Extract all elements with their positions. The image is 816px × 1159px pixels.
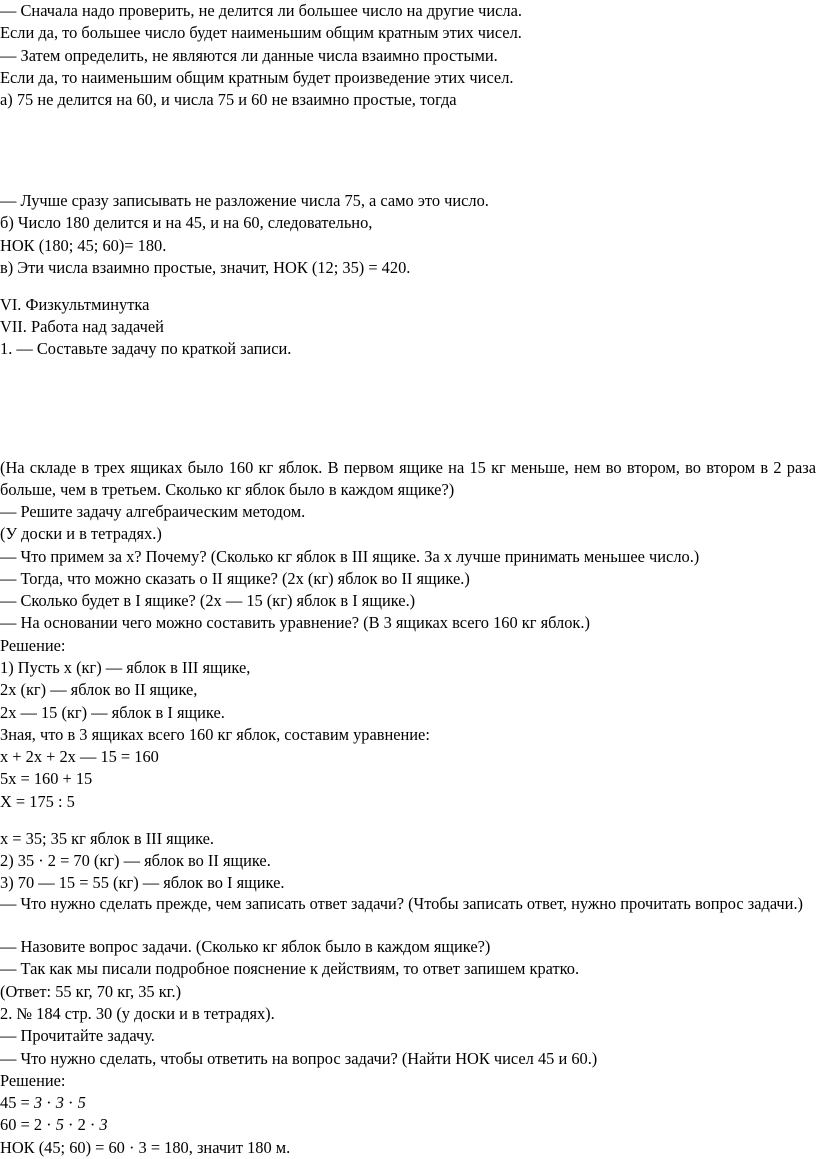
text-line: — Сколько будет в I ящике? (2х — 15 (кг) яблок в I ящике.) <box>0 591 416 611</box>
factor: 2 <box>33 1115 43 1135</box>
multiply-sign: · <box>85 1115 100 1135</box>
solution-label: Решение: <box>0 1070 66 1090</box>
text-line: Если да, то наименьшим общим кратным будет произведение этих чисел. <box>0 67 514 87</box>
section-heading: VI. Физкультминутка <box>0 294 150 314</box>
text-line: — Сначала надо проверить, не делится ли большее число на другие числа. <box>0 1 522 20</box>
multiply-sign: · <box>63 1115 78 1135</box>
section-heading: VII. Работа над задачей <box>0 316 164 336</box>
text-line: — Что примем за х? Почему? (Сколько кг яблок в III ящике. За х лучше принимать меньшее число.) <box>0 546 700 566</box>
text-line: — Тогда, что можно сказать о II ящике? (2х (кг) яблок во II ящике.) <box>0 568 470 588</box>
text-line: — Прочитайте задачу. <box>0 1026 155 1046</box>
factor: 2 <box>77 1115 86 1135</box>
text-line: — Так как мы писали подробное пояснение к действиям, то ответ запишем кратко. <box>0 959 580 979</box>
factor: 3 <box>55 1093 64 1113</box>
text-line: — На основании чего можно составить уравнение? (В 3 ящиках всего 160 кг яблок.) <box>0 613 590 633</box>
answer-line: (Ответ: 55 кг, 70 кг, 35 кг.) <box>0 981 182 1001</box>
solution-label: Решение: <box>0 635 66 655</box>
text-line: х = 35; 35 кг яблок в III ящике. <box>0 828 215 848</box>
text-line: 1) Пусть х (кг) — яблок в III ящике, <box>0 657 251 677</box>
question-paragraph: — Что нужно сделать прежде, чем записать ответ задачи? (Чтобы записать ответ, нужно прочитать вопрос задачи.) <box>0 894 804 914</box>
equation-line: 5х = 160 + 15 <box>0 769 93 789</box>
factor-lhs: 45 = <box>0 1093 34 1113</box>
factorization-60 <box>0 1114 108 1135</box>
text-line: 3) 70 — 15 = 55 (кг) — яблок во I ящике. <box>0 873 285 893</box>
text-line: — Затем определить, не являются ли данные числа взаимно простыми. <box>0 45 498 65</box>
equation-line: X = 175 : 5 <box>0 791 75 811</box>
text-line: (У доски и в тетрадях.) <box>0 524 162 544</box>
text-line: 1. — Составьте задачу по краткой записи. <box>0 339 292 359</box>
text-line: б) Число 180 делится и на 45, и на 60, следовательно, <box>0 213 373 233</box>
text-line: НОК (180; 45; 60)= 180. <box>0 235 167 255</box>
factor-lhs: 60 = <box>0 1115 34 1135</box>
text-line: 2х (кг) — яблок во II ящике, <box>0 680 198 700</box>
factor: 3 <box>33 1093 43 1113</box>
multiply-sign: · <box>63 1093 78 1113</box>
text-line: — Решите задачу алгебраическим методом. <box>0 501 306 521</box>
text-line: НОК (45; 60) = 60 · 3 = 180, значит 180 м. <box>0 1137 291 1157</box>
text-line: 2. № 184 стр. 30 (у доски и в тетрадях). <box>0 1003 275 1023</box>
equation-line: х + 2х + 2х — 15 = 160 <box>0 747 159 767</box>
text-line: Зная, что в 3 ящиках всего 160 кг яблок, составим уравнение: <box>0 724 430 744</box>
multiply-sign: · <box>42 1115 56 1135</box>
problem-statement: (На складе в трех ящиках было 160 кг яблок. В первом ящике на 15 кг меньше, нем во втором, во втором в 2 раза больше, чем в третьем. Сколько кг яблок было в каждом ящике?) <box>0 458 816 499</box>
text-line: в) Эти числа взаимно простые, значит, НОК (12; 35) = 420. <box>0 257 411 277</box>
text-line: — Что нужно сделать, чтобы ответить на вопрос задачи? (Найти НОК чисел 45 и 60.) <box>0 1048 598 1068</box>
text-line: — Лучше сразу записывать не разложение числа 75, а само это число. <box>0 190 489 210</box>
text-line: 2) 35 · 2 = 70 (кг) — яблок во II ящике. <box>0 850 271 870</box>
text-line: Если да, то большее число будет наименьшим общим кратным этих чисел. <box>0 23 522 43</box>
factorization-45 <box>0 1092 86 1113</box>
multiply-sign: · <box>42 1093 56 1113</box>
factor: 5 <box>77 1093 86 1113</box>
factor: 5 <box>55 1115 64 1135</box>
text-line: а) 75 не делится на 60, и числа 75 и 60 не взаимно простые, тогда <box>0 90 457 110</box>
text-line: 2х — 15 (кг) — яблок в I ящике. <box>0 702 225 722</box>
factor: 3 <box>99 1115 108 1135</box>
text-line: — Назовите вопрос задачи. (Сколько кг яблок было в каждом ящике?) <box>0 937 491 957</box>
